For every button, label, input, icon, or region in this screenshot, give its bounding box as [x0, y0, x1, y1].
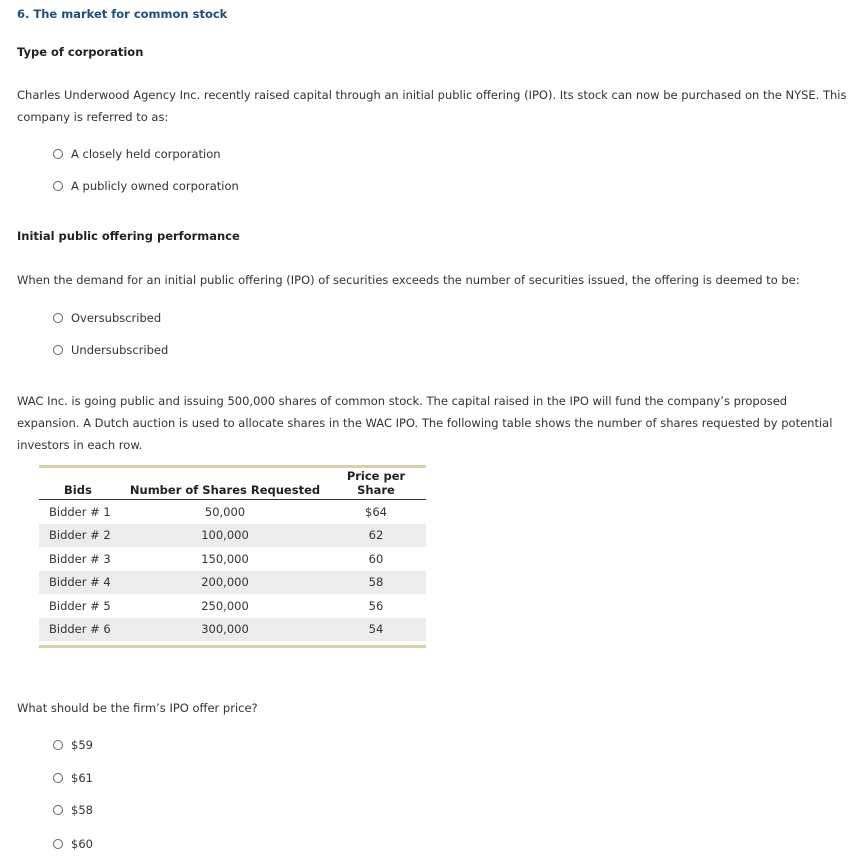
radio-button[interactable] [53, 149, 63, 159]
cell-price: $64 [365, 504, 387, 519]
cell-shares: 100,000 [124, 524, 326, 548]
table-row [39, 547, 426, 571]
cell-bidder: Bidder # 1 [49, 504, 111, 519]
cell-bidder: Bidder # 5 [49, 598, 111, 613]
option-label: $59 [71, 738, 93, 752]
cell-price: 54 [326, 618, 426, 642]
option-label: Undersubscribed [71, 343, 169, 357]
radio-button[interactable] [53, 740, 63, 750]
cell-shares: 50,000 [204, 504, 246, 519]
cell-bidder: Bidder # 3 [49, 551, 111, 566]
cell-price: 60 [368, 551, 384, 566]
cell-bidder: Bidder # 2 [39, 524, 124, 548]
table-row [39, 571, 426, 595]
table-row [39, 524, 426, 548]
table-row [39, 500, 426, 524]
question-title: 6. The market for common stock [17, 7, 228, 21]
section3-text: WAC Inc. is going public and issuing 500,000 shares of common stock. The capital raised in the IPO will fund the company’s proposed expansion. A Dutch auction is used to allocate shares in the WAC IPO. The following table shows the number of shares requested by potential investors in each row. [17, 394, 833, 452]
offer-price-question: What should be the firm’s IPO offer price? [17, 701, 258, 715]
radio-button[interactable] [53, 805, 63, 815]
option-price-59[interactable] [53, 737, 93, 753]
header-price: Price per Share [326, 468, 426, 500]
bids-table [39, 465, 426, 648]
table-row [39, 594, 426, 618]
option-price-58[interactable] [53, 802, 93, 818]
cell-shares: 200,000 [124, 571, 326, 595]
option-oversubscribed[interactable] [53, 310, 161, 326]
section-heading-type-of-corporation: Type of corporation [17, 45, 144, 59]
option-label: $60 [71, 837, 93, 851]
radio-button[interactable] [53, 773, 63, 783]
header-bids: Bids [39, 468, 124, 500]
cell-bidder: Bidder # 4 [39, 571, 124, 595]
cell-price: 62 [326, 524, 426, 548]
section2-text: When the demand for an initial public offering (IPO) of securities exceeds the number of securities issued, the offering is deemed to be: [17, 273, 800, 287]
option-price-60[interactable] [53, 836, 93, 852]
option-label: A publicly owned corporation [71, 179, 239, 193]
table-bottom-rule [39, 645, 426, 648]
section1-text: Charles Underwood Agency Inc. recently raised capital through an initial public offering (IPO). Its stock can now be purchased on the NYSE. This company is referred to as: [17, 88, 847, 124]
option-label: $61 [71, 771, 93, 785]
option-closely-held[interactable] [53, 146, 221, 162]
table-row [39, 618, 426, 642]
cell-shares: 300,000 [124, 618, 326, 642]
option-price-61[interactable] [53, 770, 93, 786]
cell-price: 58 [326, 571, 426, 595]
header-shares: Number of Shares Requested [124, 468, 326, 500]
option-undersubscribed[interactable] [53, 342, 168, 358]
cell-price: 56 [368, 598, 384, 613]
option-label: A closely held corporation [71, 147, 221, 161]
radio-button[interactable] [53, 313, 63, 323]
option-publicly-owned[interactable] [53, 178, 239, 194]
radio-button[interactable] [53, 181, 63, 191]
cell-shares: 150,000 [201, 551, 249, 566]
option-label: $58 [71, 803, 93, 817]
cell-shares: 250,000 [201, 598, 249, 613]
radio-button[interactable] [53, 345, 63, 355]
section-heading-ipo-performance: Initial public offering performance [17, 229, 240, 243]
option-label: Oversubscribed [71, 311, 162, 325]
cell-bidder: Bidder # 6 [39, 618, 124, 642]
radio-button[interactable] [53, 839, 63, 849]
table-header-row [39, 468, 426, 500]
